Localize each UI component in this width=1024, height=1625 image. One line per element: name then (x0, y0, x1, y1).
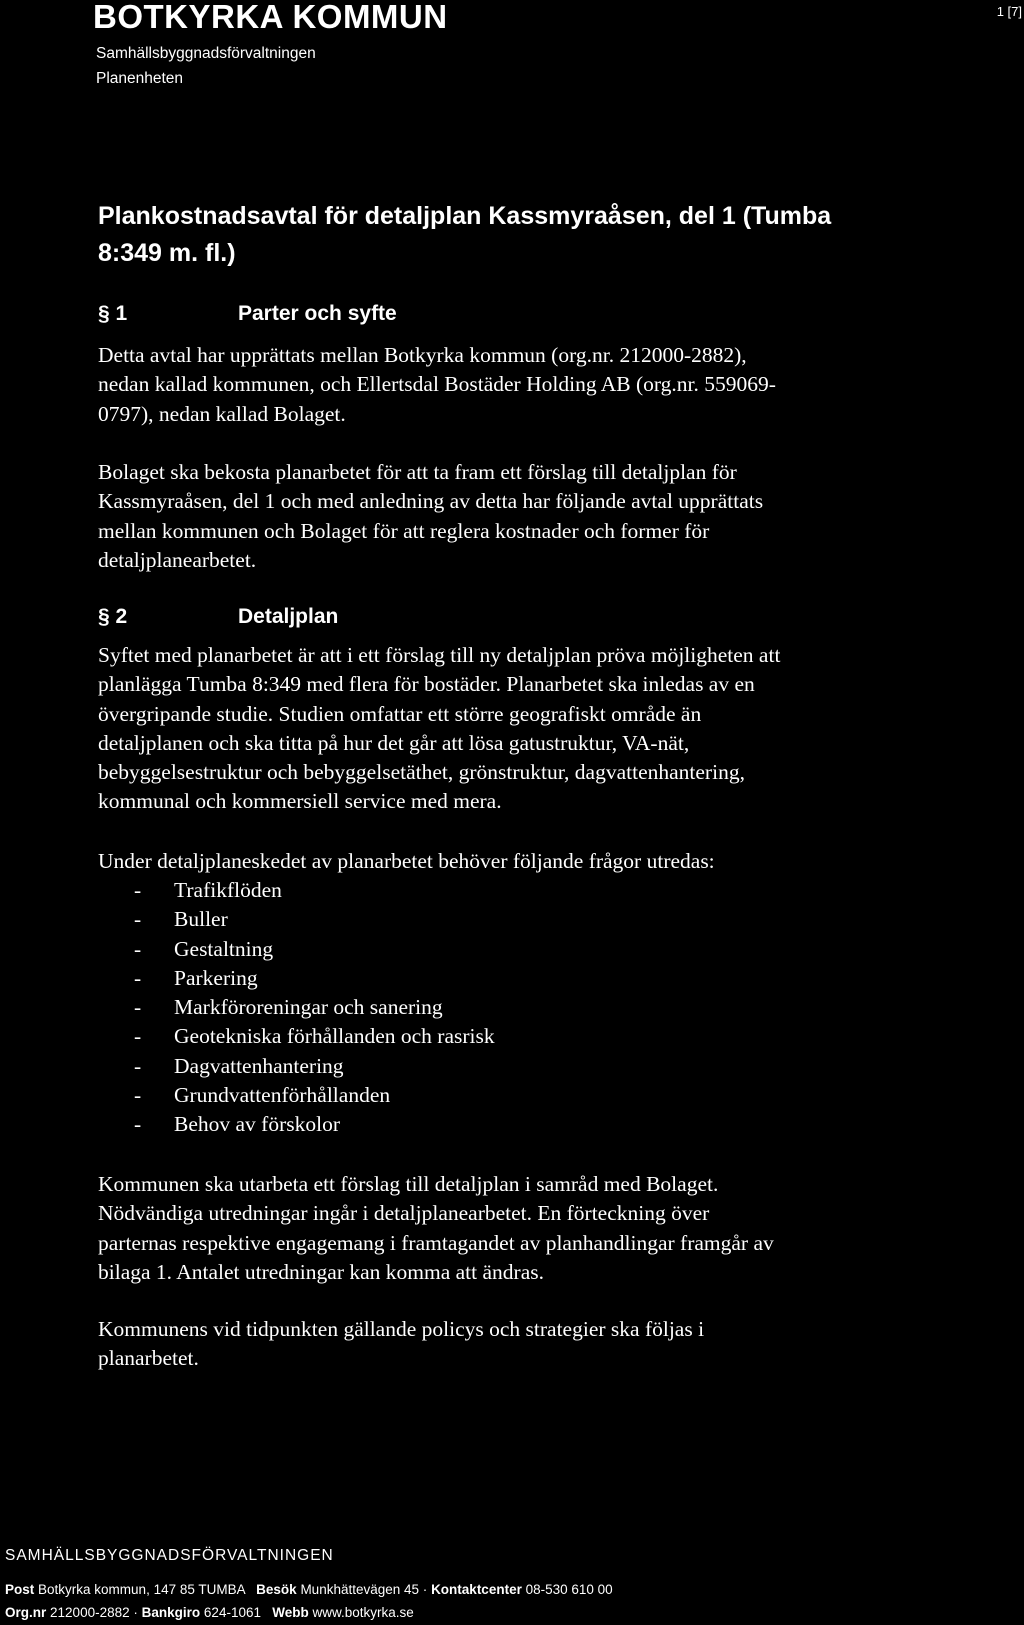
paragraph (98, 847, 918, 876)
list-item: - Markföroreningar och sanering (134, 995, 443, 1020)
text-line: detaljplanearbetet. (98, 547, 257, 572)
text-line: Bolaget ska bekosta planarbetet för att ta fram ett förslag till detaljplan för (98, 460, 737, 484)
document-title (98, 198, 958, 272)
text-line: kommunal och kommersiell service med mera. (98, 789, 502, 814)
list-item: - Grundvattenförhållanden (134, 1083, 391, 1108)
visit-address: Munkhättevägen 45 (300, 1582, 420, 1597)
organization-name: BOTKYRKA KOMMUN (93, 0, 448, 35)
separator: · (422, 1582, 428, 1597)
text-line: nedan kallad kommunen, och Ellertsdal Bostäder Holding AB (org.nr. 559069- (98, 372, 776, 397)
text-line: övergripande studie. Studien omfattar ett större geografiskt område än (98, 701, 702, 726)
text-line: Detta avtal har upprättats mellan Botkyrka kommun (org.nr. 212000-2882), (98, 343, 747, 367)
list-item: - Parkering (134, 965, 258, 990)
text-line: detaljplanen och ska titta på hur det går att lösa gatustruktur, VA-nät, (98, 730, 690, 755)
unit-name: Planenheten (96, 70, 184, 87)
paragraph (98, 1315, 918, 1374)
web-link[interactable]: www.botkyrka.se (312, 1605, 414, 1620)
paragraph (98, 1170, 918, 1287)
web-label: Webb (272, 1605, 309, 1620)
department-block (96, 41, 316, 91)
paragraph (98, 341, 918, 429)
text-line: 0797), nedan kallad Bolaget. (98, 401, 346, 426)
post-address: Botkyrka kommun, 147 85 TUMBA (38, 1582, 245, 1597)
section-title: Detaljplan (238, 605, 339, 628)
text-line: Kassmyraåsen, del 1 och med anledning av detta har följande avtal upprättats (98, 489, 764, 514)
text-line: Nödvändiga utredningar ingår i detaljplanearbetet. En förteckning över (98, 1201, 710, 1226)
paragraph (98, 458, 918, 575)
orgnr-value: 212000-2882 (50, 1605, 130, 1620)
section-number: § 1 (98, 302, 128, 325)
text-line: Kommunens vid tidpunkten gällande policys och strategier ska följas i (98, 1317, 705, 1341)
text-line: bilaga 1. Antalet utredningar kan komma att ändras. (98, 1259, 544, 1284)
title-line: 8:349 m. fl.) (98, 239, 236, 267)
list-item: - Geotekniska förhållanden och rasrisk (134, 1024, 495, 1049)
list-item: - Trafikflöden (134, 878, 282, 902)
text-line: Kommunen ska utarbeta ett förslag till detaljplan i samråd med Bolaget. (98, 1172, 719, 1196)
section-heading (98, 302, 397, 326)
footer-line-2 (5, 1605, 414, 1620)
paragraph (98, 641, 918, 817)
text-line: mellan kommunen och Bolaget för att reglera kostnader och former för (98, 518, 710, 543)
bankgiro-value: 624-1061 (203, 1605, 261, 1620)
list-item: - Behov av förskolor (134, 1112, 340, 1137)
footer-organization: SAMHÄLLSBYGGNADSFÖRVALTNINGEN (5, 1547, 334, 1564)
section-number: § 2 (98, 605, 128, 628)
text-line: bebyggelsestruktur och bebyggelsetäthet, grönstruktur, dagvattenhantering, (98, 760, 745, 785)
footer-line-1 (5, 1582, 613, 1597)
section-title: Parter och syfte (238, 302, 397, 325)
visit-label: Besök (256, 1582, 297, 1597)
text-line: Syftet med planarbetet är att i ett förslag till ny detaljplan pröva möjligheten att (98, 643, 781, 667)
list-item: - Dagvattenhantering (134, 1053, 344, 1078)
post-label: Post (5, 1582, 35, 1597)
separator: · (133, 1605, 138, 1620)
text-line: Under detaljplaneskedet av planarbetet behöver följande frågor utredas: (98, 849, 715, 873)
contact-phone: 08-530 610 00 (525, 1582, 613, 1597)
text-line: planlägga Tumba 8:349 med flera för bostäder. Planarbetet ska inledas av en (98, 672, 755, 697)
text-line: parternas respektive engagemang i framtagandet av planhandlingar framgår av (98, 1230, 774, 1255)
list-item: - Gestaltning (134, 936, 274, 961)
orgnr-label: Org.nr (5, 1605, 47, 1620)
text-line: planarbetet. (98, 1346, 199, 1371)
title-line: Plankostnadsavtal för detaljplan Kassmyraåsen, del 1 (Tumba (98, 202, 832, 230)
bankgiro-label: Bankgiro (141, 1605, 201, 1620)
page-number: 1 [7] (996, 4, 1022, 19)
inquiry-list (134, 876, 495, 1140)
department-name: Samhällsbyggnadsförvaltningen (96, 45, 316, 62)
section-heading (98, 605, 338, 629)
contact-label: Kontaktcenter (431, 1582, 522, 1597)
list-item: - Buller (134, 907, 228, 932)
